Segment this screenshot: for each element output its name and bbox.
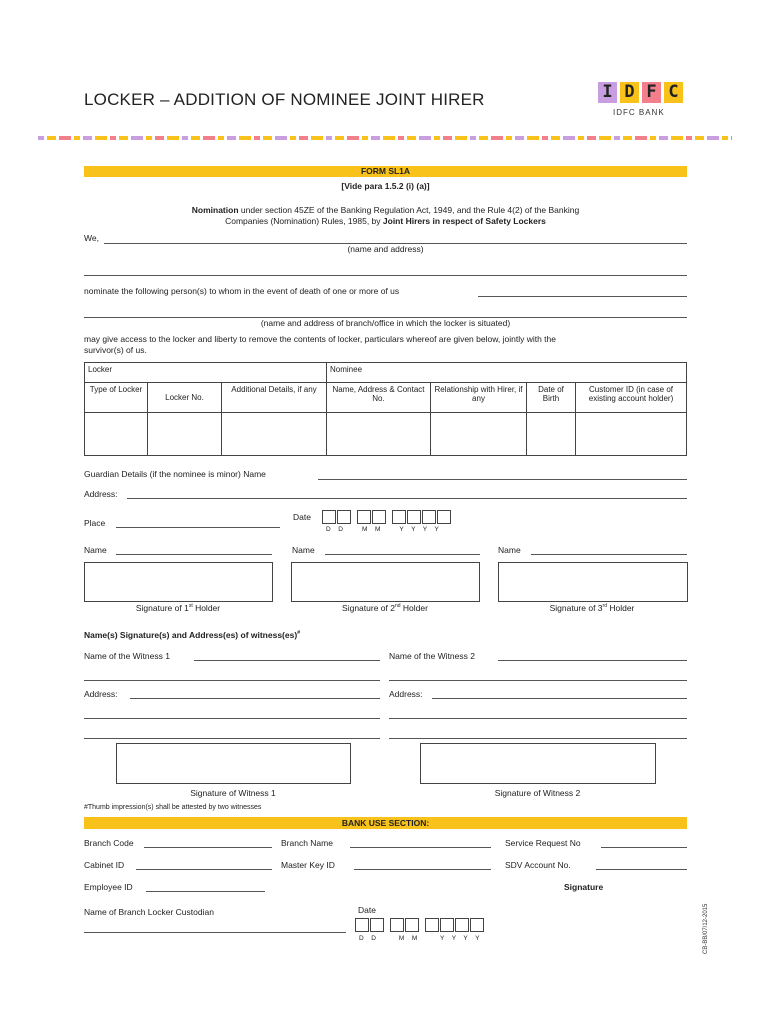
date-box-d1[interactable] <box>322 510 336 524</box>
divider-dash <box>398 136 404 140</box>
logo-subtitle: IDFC BANK <box>613 108 665 117</box>
sdv-account-label: SDV Account No. <box>505 860 571 870</box>
divider-dash <box>263 136 272 140</box>
date-box-y2[interactable] <box>407 510 421 524</box>
witness2-address-field[interactable] <box>432 698 687 699</box>
divider-dash <box>311 136 323 140</box>
bank-date-box-y3[interactable] <box>455 918 469 932</box>
witness2-address-label: Address: <box>389 689 423 699</box>
divider-dash <box>695 136 704 140</box>
holder3-signature-box[interactable] <box>498 562 688 602</box>
divider-dash <box>299 136 308 140</box>
form-name-bar: FORM SL1A <box>84 166 687 177</box>
hirer-address-field[interactable] <box>84 275 687 276</box>
divider-dash <box>527 136 539 140</box>
divider-dash <box>671 136 683 140</box>
divider-dash <box>119 136 128 140</box>
divider-dash <box>83 136 92 140</box>
divider-dash <box>587 136 596 140</box>
employee-id-label: Employee ID <box>84 882 133 892</box>
nomination-text-2: Companies (Nomination) Rules, 1985, by <box>225 216 381 226</box>
divider-dash <box>218 136 224 140</box>
witness2-signature-label: Signature of Witness 2 <box>494 788 581 798</box>
logo-letter-d: D <box>620 82 639 103</box>
master-key-label: Master Key ID <box>281 860 335 870</box>
holder3-sig-text: Signature of 3 <box>549 603 603 613</box>
cabinet-id-label: Cabinet ID <box>84 860 125 870</box>
holder3-signature-label <box>498 603 686 613</box>
holder2-sig-text: Signature of 2 <box>342 603 395 613</box>
witness2-address-field-2[interactable] <box>389 718 687 719</box>
divider-dash <box>443 136 452 140</box>
witness2-signature-box[interactable] <box>420 743 656 784</box>
witness1-address-field-2[interactable] <box>84 718 380 719</box>
witness1-name-field-2[interactable] <box>84 680 380 681</box>
place-field[interactable] <box>116 527 280 528</box>
divider-dash <box>131 136 143 140</box>
bank-date-box-y4[interactable] <box>470 918 484 932</box>
divider-dash <box>479 136 488 140</box>
divider-dash <box>563 136 575 140</box>
col-type-of-locker: Type of Locker <box>85 383 148 413</box>
nominate-text: nominate the following person(s) to whom in the event of death of one or more of us <box>84 286 400 296</box>
divider-dash <box>455 136 467 140</box>
decorative-dashed-divider <box>38 136 732 140</box>
guardian-label: Guardian Details (if the nominee is minor) Name <box>84 469 266 479</box>
divider-dash <box>74 136 80 140</box>
divider-dash <box>335 136 344 140</box>
divider-dash <box>542 136 548 140</box>
witness-heading-sup: # <box>297 630 300 637</box>
divider-dash <box>182 136 188 140</box>
service-request-label: Service Request No <box>505 838 581 848</box>
nomination-line-1 <box>84 205 687 215</box>
col-customer-id: Customer ID (in case of existing account holder) <box>576 383 687 413</box>
cell-type[interactable] <box>85 413 148 456</box>
sdv-account-field[interactable] <box>596 869 687 870</box>
master-key-field[interactable] <box>354 869 491 870</box>
witness1-address-field-3[interactable] <box>84 738 380 739</box>
divider-dash <box>578 136 584 140</box>
witness-heading <box>84 630 300 640</box>
cell-locker-no[interactable] <box>148 413 222 456</box>
custodian-label: Name of Branch Locker Custodian <box>84 907 214 917</box>
holder2-holder-word: Holder <box>400 603 428 613</box>
we-label: We, <box>84 233 99 243</box>
divider-dash <box>38 136 44 140</box>
logo-letter-f: F <box>642 82 661 103</box>
cell-relationship[interactable] <box>431 413 527 456</box>
divider-dash <box>383 136 395 140</box>
holder3-holder-word: Holder <box>606 603 635 613</box>
bank-date-box-d2[interactable] <box>370 918 384 932</box>
holder2-name-field[interactable] <box>325 554 480 555</box>
holder1-signature-box[interactable] <box>84 562 273 602</box>
nominee-group-header: Nominee <box>327 363 687 383</box>
witness-heading-text: Name(s) Signature(s) and Address(es) of witness(es) <box>84 630 298 640</box>
bank-use-section-bar: BANK USE SECTION: <box>84 817 687 829</box>
divider-dash <box>623 136 632 140</box>
divider-dash <box>191 136 200 140</box>
divider-dash <box>59 136 71 140</box>
idfc-logo <box>598 82 683 103</box>
witness1-address-label: Address: <box>84 689 118 699</box>
holder1-name-label: Name <box>84 545 107 555</box>
divider-dash <box>635 136 647 140</box>
witness1-address-field[interactable] <box>130 698 380 699</box>
divider-dash <box>470 136 476 140</box>
divider-dash <box>659 136 668 140</box>
divider-dash <box>686 136 692 140</box>
col-name-address: Name, Address & Contact No. <box>327 383 431 413</box>
witness1-signature-box[interactable] <box>116 743 351 784</box>
divider-dash <box>614 136 620 140</box>
cell-name-address[interactable] <box>327 413 431 456</box>
divider-dash <box>290 136 296 140</box>
witness1-name-label: Name of the Witness 1 <box>84 651 170 661</box>
date-hint: D D M M Y Y Y Y <box>326 526 439 533</box>
divider-dash <box>347 136 359 140</box>
divider-dash <box>254 136 260 140</box>
col-relationship: Relationship with Hirer, if any <box>431 383 527 413</box>
witness2-name-field[interactable] <box>498 660 687 661</box>
divider-dash <box>731 136 732 140</box>
holder3-name-label: Name <box>498 545 521 555</box>
guardian-name-field[interactable] <box>318 479 687 480</box>
name-address-hint: (name and address) <box>347 244 424 254</box>
divider-dash <box>599 136 611 140</box>
col-date-of-birth: Date of Birth <box>527 383 576 413</box>
holder1-holder-word: Holder <box>192 603 221 613</box>
holder2-sup: nd <box>394 603 401 610</box>
bank-date-label: Date <box>358 905 376 915</box>
cabinet-id-field[interactable] <box>136 869 272 870</box>
divider-dash <box>722 136 728 140</box>
bank-date-box-m1[interactable] <box>390 918 404 932</box>
divider-dash <box>362 136 368 140</box>
holder1-sup: st <box>188 603 193 610</box>
date-box-y1[interactable] <box>392 510 406 524</box>
divider-dash <box>146 136 152 140</box>
page-title: LOCKER – ADDITION OF NOMINEE JOINT HIRER <box>84 90 485 109</box>
divider-dash <box>47 136 56 140</box>
divider-dash <box>203 136 215 140</box>
holder1-signature-label <box>84 603 272 613</box>
service-request-field[interactable] <box>601 847 687 848</box>
date-label: Date <box>293 512 311 522</box>
branch-name-field[interactable] <box>350 847 491 848</box>
nomination-text: under section 45ZE of the Banking Regulation Act, 1949, and the Rule 4(2) of the Banking <box>240 205 580 215</box>
place-label: Place <box>84 518 106 528</box>
divider-dash <box>227 136 236 140</box>
divider-dash <box>551 136 560 140</box>
witness2-address-field-3[interactable] <box>389 738 687 739</box>
divider-dash <box>707 136 719 140</box>
divider-dash <box>155 136 164 140</box>
divider-dash <box>650 136 656 140</box>
thumb-note: #Thumb impression(s) shall be attested by two witnesses <box>84 804 262 811</box>
branch-code-field[interactable] <box>144 847 272 848</box>
access-text-2: survivor(s) of us. <box>84 345 147 355</box>
bank-signature-label: Signature <box>564 882 604 892</box>
divider-dash <box>419 136 431 140</box>
date-box-m2[interactable] <box>372 510 386 524</box>
col-additional-details: Additional Details, if any <box>222 383 327 413</box>
nomination-bold: Nomination <box>191 205 239 215</box>
date-box-y4[interactable] <box>437 510 451 524</box>
locker-group-header: Locker <box>85 363 327 383</box>
bank-date-box-y1[interactable] <box>425 918 439 932</box>
holder1-sig-text: Signature of 1 <box>135 603 189 613</box>
branch-code-label: Branch Code <box>84 838 134 848</box>
divider-dash <box>407 136 416 140</box>
holder3-name-field[interactable] <box>531 554 687 555</box>
form-para: [Vide para 1.5.2 (i) (a)] <box>341 181 430 191</box>
bank-date-box-d1[interactable] <box>355 918 369 932</box>
divider-dash <box>275 136 287 140</box>
col-locker-no: Locker No. <box>148 383 222 413</box>
divider-dash <box>326 136 332 140</box>
logo-letter-i: I <box>598 82 617 103</box>
divider-dash <box>491 136 503 140</box>
holder2-signature-label <box>291 603 479 613</box>
divider-dash <box>95 136 107 140</box>
bank-date-box-y2[interactable] <box>440 918 454 932</box>
custodian-field[interactable] <box>84 932 346 933</box>
employee-id-field[interactable] <box>146 891 265 892</box>
divider-dash <box>434 136 440 140</box>
witness1-signature-label: Signature of Witness 1 <box>190 788 276 798</box>
divider-dash <box>371 136 380 140</box>
bank-date-hint: D D M M Y Y Y Y <box>359 935 480 942</box>
cell-dob[interactable] <box>527 413 576 456</box>
cell-customer-id[interactable] <box>576 413 687 456</box>
date-box-m1[interactable] <box>357 510 371 524</box>
holder2-name-label: Name <box>292 545 315 555</box>
nomination-bold-2: Joint Hirers in respect of Safety Lockers <box>382 216 546 226</box>
witness2-name-label: Name of the Witness 2 <box>389 651 475 661</box>
divider-dash <box>506 136 512 140</box>
divider-dash <box>167 136 179 140</box>
witness1-name-field[interactable] <box>194 660 380 661</box>
branch-name-label: Branch Name <box>281 838 333 848</box>
logo-letter-c: C <box>664 82 683 103</box>
footer-form-code: CB-BB/07/12-2015 <box>703 903 709 954</box>
bank-date-box-m2[interactable] <box>405 918 419 932</box>
guardian-address-label: Address: <box>84 489 118 499</box>
holder2-signature-box[interactable] <box>291 562 480 602</box>
guardian-address-field[interactable] <box>127 498 687 499</box>
date-box-d2[interactable] <box>337 510 351 524</box>
locker-nominee-table <box>84 362 687 456</box>
branch-hint: (name and address of branch/office in which the locker is situated) <box>260 318 511 328</box>
witness2-name-field-2[interactable] <box>389 680 687 681</box>
divider-dash <box>110 136 116 140</box>
cell-additional[interactable] <box>222 413 327 456</box>
holder3-sup: rd <box>602 603 607 610</box>
divider-dash <box>239 136 251 140</box>
divider-dash <box>515 136 524 140</box>
access-text: may give access to the locker and liberty to remove the contents of locker, particulars whereof are given below, jointly with the <box>84 334 556 344</box>
nominate-field[interactable] <box>478 296 687 297</box>
holder1-name-field[interactable] <box>116 554 272 555</box>
date-box-y3[interactable] <box>422 510 436 524</box>
nomination-line-2 <box>84 216 687 226</box>
